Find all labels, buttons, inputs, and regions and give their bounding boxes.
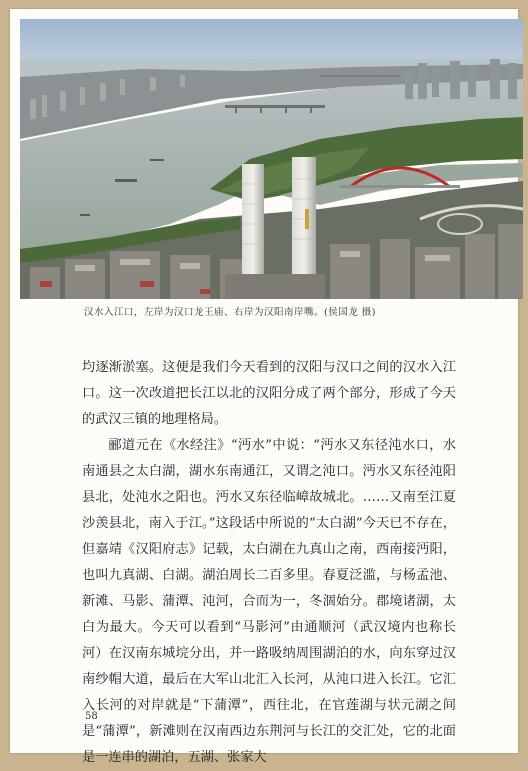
aerial-photo-han-river-mouth	[20, 19, 523, 299]
book-page	[10, 9, 518, 765]
body-text	[82, 355, 456, 771]
paragraph: 郦道元在《水经注》“沔水”中说：“沔水又东径沌水口，水南通县之太白湖，湖水东南通江，又谓之沌口。沔水又东径沌阳县北，处沌水之阳也。沔水又东径临嶂故城北。……又南至江夏沙羡县北，南入于江。”这段话中所说的“太白湖”今天已不存在，但嘉靖《汉阳府志》记载，太白湖在九真山之南，西南接沔阳，也叫九真湖、白湖。湖泊周长二百多里。春夏泛滥，与杨孟池、新滩、马影、蒲潭、沌河，合而为一，冬涸始分。郡境诸湖，太白为最大。今天可以看到“马影河”由通顺河（武汉境内也称长河）在汉南东城垸分出，并一路吸纳周围湖泊的水，向东穿过汉南纱帽大道，最后在大军山北汇入长河，从沌口进入长江。它汇入长河的对岸就是“下蒲潭”，西往北，在官莲湖与状元湖之间是“蒲潭”，新滩则在汉南西边东荆河与长江的交汇处，它的北面是一连串的湖泊，五湖、张家大	[82, 438, 456, 765]
photo-caption: 汉水入江口，左岸为汉口龙王庙、右岸为汉阳南岸嘴。(侯国龙 摄)	[84, 307, 376, 318]
paragraph: 均逐渐淤塞。这便是我们今天看到的汉阳与汉口之间的汉水入江口。这一次改道把长江以北的汉阳分成了两个部分，形成了今天的武汉三镇的地理格局。	[82, 360, 456, 427]
page-number: 58	[85, 711, 98, 722]
